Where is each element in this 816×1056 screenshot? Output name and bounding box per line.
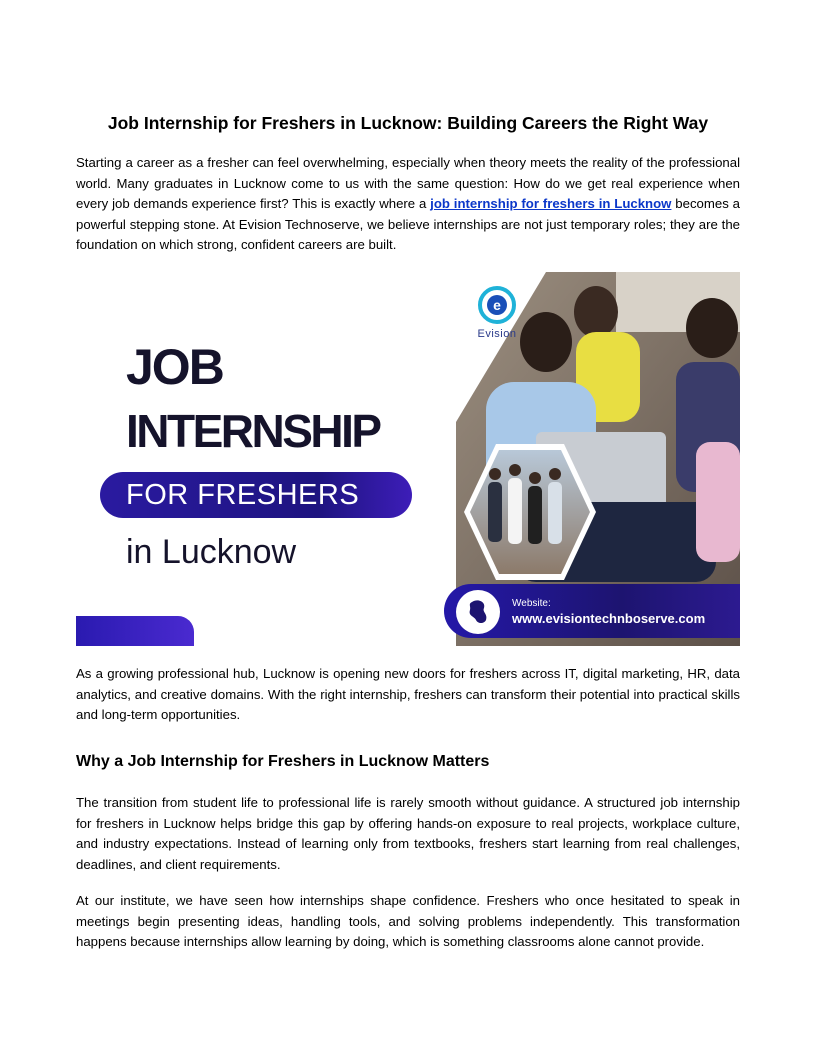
- evision-logo-icon: [474, 282, 520, 328]
- website-label: Website:: [512, 598, 551, 609]
- evision-logo: [474, 282, 520, 344]
- logo-text: Evision: [477, 328, 517, 340]
- growth-paragraph: As a growing professional hub, Lucknow is opening new doors for freshers across IT, digital marketing, HR, data analytics, and creative domains. With the right internship, freshers can transform their potential into practical skills and long-term opportunities.: [76, 666, 740, 723]
- svg-text:e: e: [493, 297, 501, 313]
- website-url: www.evisiontechnboserve.com: [512, 611, 706, 626]
- intro-paragraph: [76, 153, 740, 256]
- intro-text-end: becomes a powerful stepping stone. At Evision Technoserve, we believe internships are not just temporary roles; they are the foundation on which strong, confident careers are built.: [76, 196, 740, 253]
- banner-heading-internship: INTERNSHIP: [126, 405, 380, 457]
- confidence-paragraph: At our institute, we have seen how internships shape confidence. Freshers who once hesitated to speak in meetings begin presenting ideas, handling tools, and solving problems independently. This transformation happens because internships allow learning by doing, which is something classrooms alone cannot provide.: [76, 893, 740, 950]
- banner-city-label: in Lucknow: [126, 533, 297, 571]
- promo-banner: [76, 272, 740, 646]
- section-heading: Why a Job Internship for Freshers in Lucknow Matters: [76, 753, 490, 770]
- globe-icon: [456, 590, 500, 634]
- internship-link[interactable]: job internship for freshers in Lucknow: [430, 196, 672, 212]
- transition-paragraph: The transition from student life to professional life is rarely smooth without guidance. A structured job internship for freshers in Lucknow helps bridge this gap by offering hands-on exposure to real projects, workplace culture, and industry expectations. Instead of learning only from textbooks, freshers start learning from real challenges, deadlines, and client requirements.: [76, 795, 740, 872]
- page-title: Job Internship for Freshers in Lucknow: Building Careers the Right Way: [107, 113, 709, 133]
- intro-text-start: Starting a career as a fresher can feel overwhelming, especially when theory meets the reality of the professional world. Many graduates in Lucknow come to us with the same question: How do we get real experience when every job demands experience first? This is exactly where a: [76, 155, 740, 212]
- banner-accent-bar: [76, 616, 194, 646]
- banner-heading-job: JOB: [126, 339, 223, 395]
- banner-freshers-label: FOR FRESHERS: [126, 479, 360, 511]
